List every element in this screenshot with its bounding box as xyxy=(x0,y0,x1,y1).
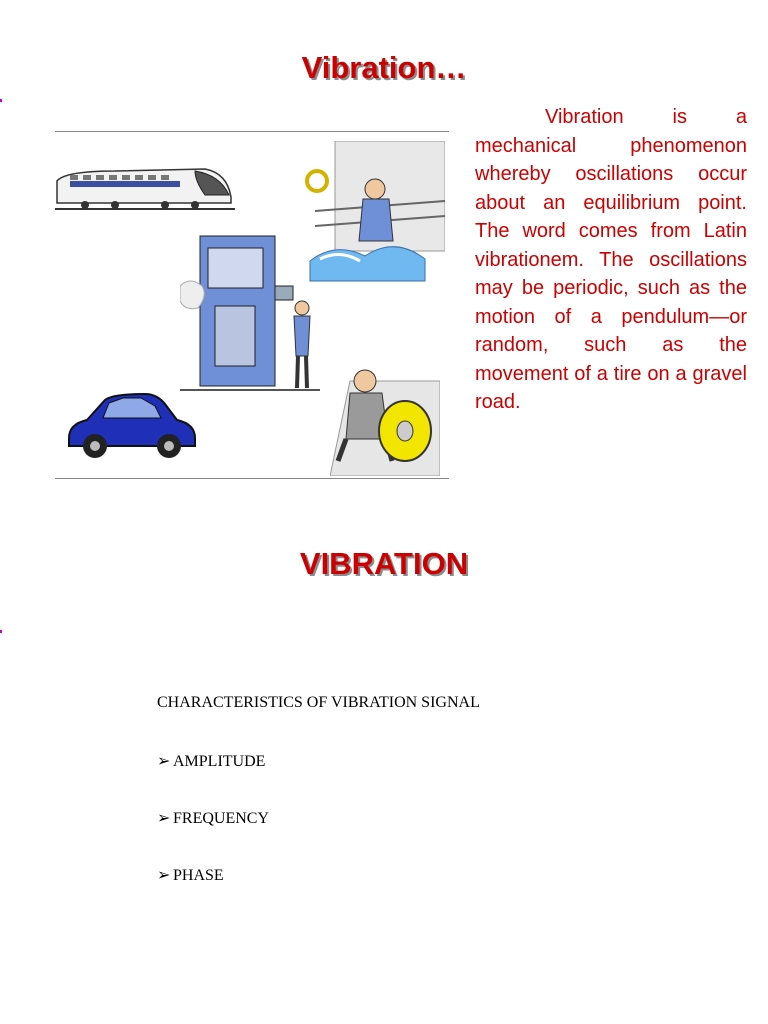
tire-worker-icon xyxy=(330,361,440,476)
characteristic-item xyxy=(157,865,224,885)
description-text: Vibration is a mechanical phenomenon whereby oscillations occur about an equilibrium point. The word comes from Latin vibrationem. The oscillations may be periodic, such as the motion of a pendulum—or random, such as the movement of a tire on a gravel road. xyxy=(475,106,747,413)
ship-worker-icon xyxy=(305,141,445,291)
slide-marker xyxy=(0,630,2,633)
arrow-bullet-icon: ➢ xyxy=(157,810,171,827)
divider xyxy=(55,478,449,479)
train-icon xyxy=(55,141,235,216)
divider xyxy=(55,131,449,132)
slide-title: Vibration… xyxy=(301,50,467,85)
description-paragraph xyxy=(475,103,747,417)
characteristic-label: AMPLITUDE xyxy=(173,753,266,770)
arrow-bullet-icon: ➢ xyxy=(157,753,171,770)
slide-marker xyxy=(0,99,2,102)
machine-worker-icon xyxy=(180,216,320,396)
characteristic-item xyxy=(157,808,269,828)
characteristics-heading: CHARACTERISTICS OF VIBRATION SIGNAL xyxy=(157,694,480,711)
characteristic-item xyxy=(157,751,265,771)
characteristic-label: PHASE xyxy=(173,867,224,884)
slide-title: VIBRATION xyxy=(299,546,469,581)
arrow-bullet-icon: ➢ xyxy=(157,867,171,884)
car-icon xyxy=(65,386,200,466)
illustration-panel xyxy=(55,131,449,479)
characteristic-label: FREQUENCY xyxy=(173,810,270,827)
